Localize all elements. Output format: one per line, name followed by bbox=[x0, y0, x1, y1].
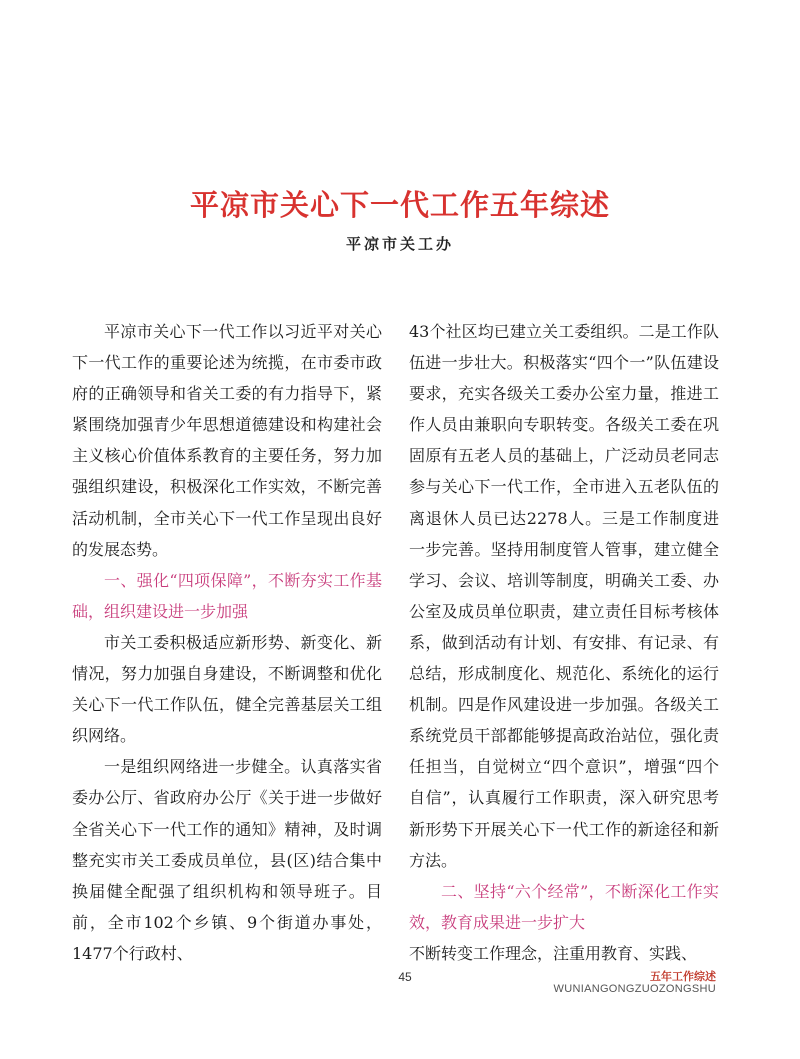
organization-network-paragraph: 一是组织网络进一步健全。认真落实省委办公厅、省政府办公厅《关于进一步做好全省关心下一代工作的通知》精神，及时调整充实市关工委成员单位，县(区)结合集中换届健全配强了组织机构和领导班子。目前，全市102个乡镇、9个街道办事处，1477个行政村、 bbox=[72, 757, 382, 963]
intro-paragraph: 平凉市关心下一代工作以习近平对关心下一代工作的重要论述为统揽，在市委市政府的正确领导和省关工委的有力指导下，紧紧围绕加强青少年思想道德建设和构建社会主义核心价值体系教育的主要任务，努力加强组织建设，积极深化工作实效，不断完善活动机制，全市关心下一代工作呈现出良好的发展态势。 bbox=[72, 322, 382, 559]
article-author: 平凉市关工办 bbox=[345, 235, 454, 253]
footer-section-pinyin: WUNIANGONGZUOZONGSHU bbox=[553, 983, 716, 995]
section-heading-1: 一、强化“四项保障”，不断夯实工作基础，组织建设进一步加强 bbox=[72, 570, 382, 621]
article-title: 平凉市关心下一代工作五年综述 bbox=[189, 188, 610, 222]
left-column bbox=[72, 316, 382, 969]
section-heading-2: 二、坚持“六个经常”，不断深化工作实效，教育成果进一步扩大 bbox=[409, 881, 719, 932]
footer-section-title: 五年工作综述 bbox=[650, 970, 716, 983]
section-1-paragraph: 市关工委积极适应新形势、新变化、新情况，努力加强自身建设，不断调整和优化关心下一代工作队伍，健全完善基层关工组织网络。 bbox=[72, 632, 382, 746]
right-column bbox=[409, 316, 719, 969]
section-2-paragraph: 不断转变工作理念，注重用教育、实践、 bbox=[409, 943, 698, 963]
page-number: 45 bbox=[398, 970, 412, 984]
continued-paragraph: 43个社区均已建立关工委组织。二是工作队伍进一步壮大。积极落实“四个一”队伍建设要求，充实各级关工委办公室力量，推进工作人员由兼职向专职转变。各级关工委在巩固原有五老人员的基础上，广泛动员老同志参与关心下一代工作，全市进入五老队伍的离退休人员已达2278人。三是工作制度进一步完善。坚持用制度管人管事，建立健全学习、会议、培训等制度，明确关工委、办公室及成员单位职责，建立责任目标考核体系，做到活动有计划、有安排、有记录、有总结，形成制度化、规范化、系统化的运行机制。四是作风建设进一步加强。各级关工系统党员干部都能够提高政治站位，强化责任担当，自觉树立“四个意识”，增强“四个自信”，认真履行工作职责，深入研究思考新形势下开展关心下一代工作的新途径和新方法。 bbox=[409, 322, 719, 870]
